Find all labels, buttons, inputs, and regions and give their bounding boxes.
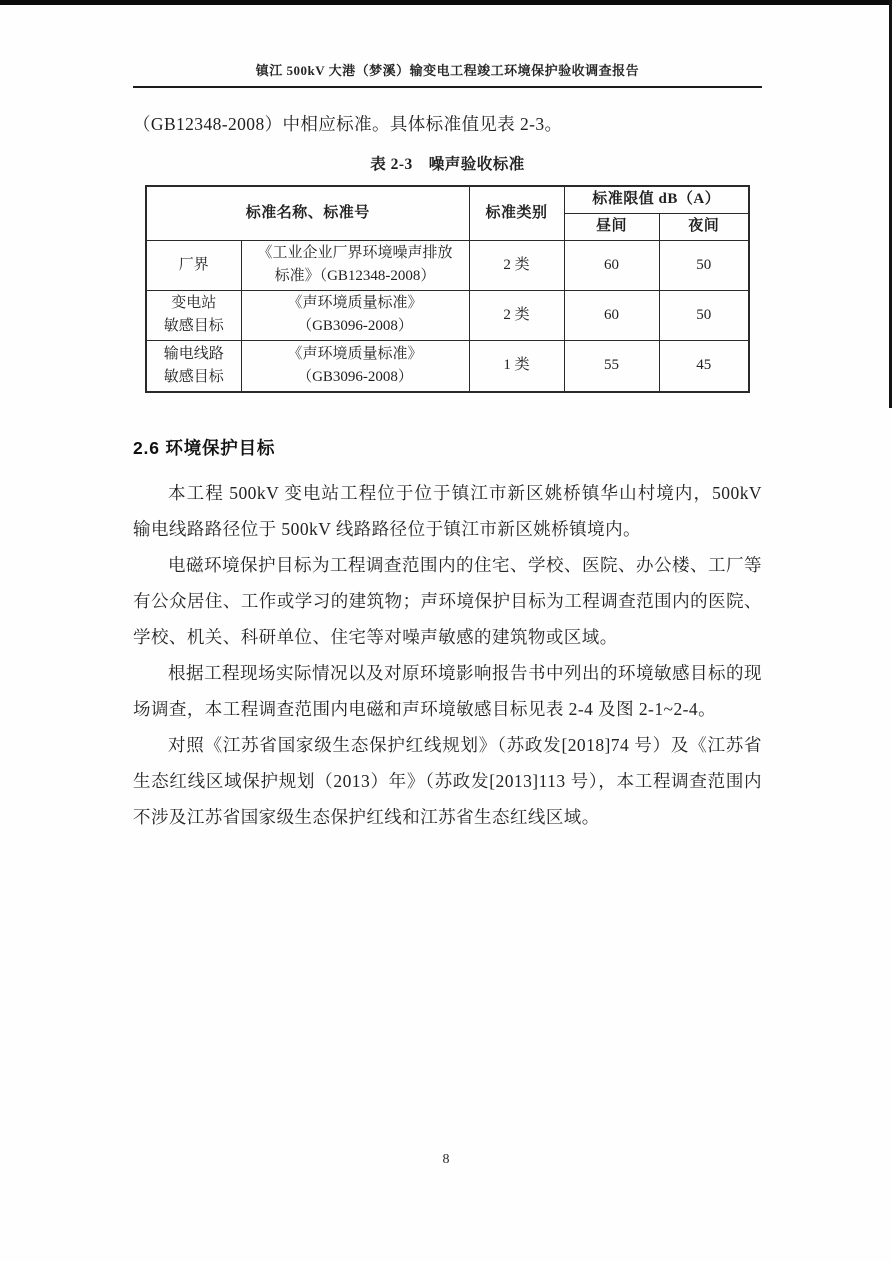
th-daytime: 昼间 [564,213,659,240]
table-header-row-1 [146,186,749,213]
body-paragraph: 对照《江苏省国家级生态保护红线规划》（苏政发[2018]74 号）及《江苏省生态红线区域保护规划（2013）年》（苏政发[2013]113 号），本工程调查范围内不涉及江苏省国家级生态保护红线和江苏省生态红线区域。 [133,735,762,827]
running-header: 镇江 500kV 大港（梦溪）输变电工程竣工环境保护验收调查报告 [255,63,640,78]
header-rule [133,86,762,88]
table-row [146,340,749,392]
cell-night-limit: 50 [659,240,749,290]
body-paragraph: 根据工程现场实际情况以及对原环境影响报告书中列出的环境敏感目标的现场调查，本工程调查范围内电磁和声环境敏感目标见表 2-4 及图 2-1~2-4。 [133,663,762,719]
page-number: 8 [442,1152,450,1167]
cell-night-limit: 50 [659,290,749,340]
cell-category: 2 类 [469,240,564,290]
section-heading: 2.6 环境保护目标 [133,438,276,458]
cell-target: 厂界 [146,240,241,290]
cell-category: 2 类 [469,290,564,340]
th-standard-category: 标准类别 [469,186,564,240]
table-caption: 表 2-3 噪声验收标准 [370,156,525,173]
page-content [133,0,762,835]
table-row [146,290,749,340]
cell-day-limit: 60 [564,240,659,290]
th-standard-name: 标准名称、标准号 [146,186,469,240]
cell-day-limit: 60 [564,290,659,340]
noise-standard-table [145,185,750,393]
body-paragraph: 本工程 500kV 变电站工程位于位于镇江市新区姚桥镇华山村境内，500kV 输电线路路径位于 500kV 线路路径位于镇江市新区姚桥镇境内。 [133,483,762,539]
table-row [146,240,749,290]
intro-paragraph: （GB12348-2008）中相应标准。具体标准值见表 2-3。 [133,114,563,134]
cell-day-limit: 55 [564,340,659,392]
cell-night-limit: 45 [659,340,749,392]
section-body [133,475,762,835]
cell-standard: 《声环境质量标准》 （GB3096-2008） [241,290,469,340]
cell-standard: 《声环境质量标准》 （GB3096-2008） [241,340,469,392]
th-standard-limit: 标准限值 dB（A） [564,186,749,213]
body-paragraph: 电磁环境保护目标为工程调查范围内的住宅、学校、医院、办公楼、工厂等有公众居住、工作或学习的建筑物；声环境保护目标为工程调查范围内的医院、学校、机关、科研单位、住宅等对噪声敏感的建筑物或区域。 [133,555,762,647]
cell-standard: 《工业企业厂界环境噪声排放 标准》（GB12348-2008） [241,240,469,290]
cell-target: 输电线路 敏感目标 [146,340,241,392]
cell-category: 1 类 [469,340,564,392]
cell-target: 变电站 敏感目标 [146,290,241,340]
th-nighttime: 夜间 [659,213,749,240]
